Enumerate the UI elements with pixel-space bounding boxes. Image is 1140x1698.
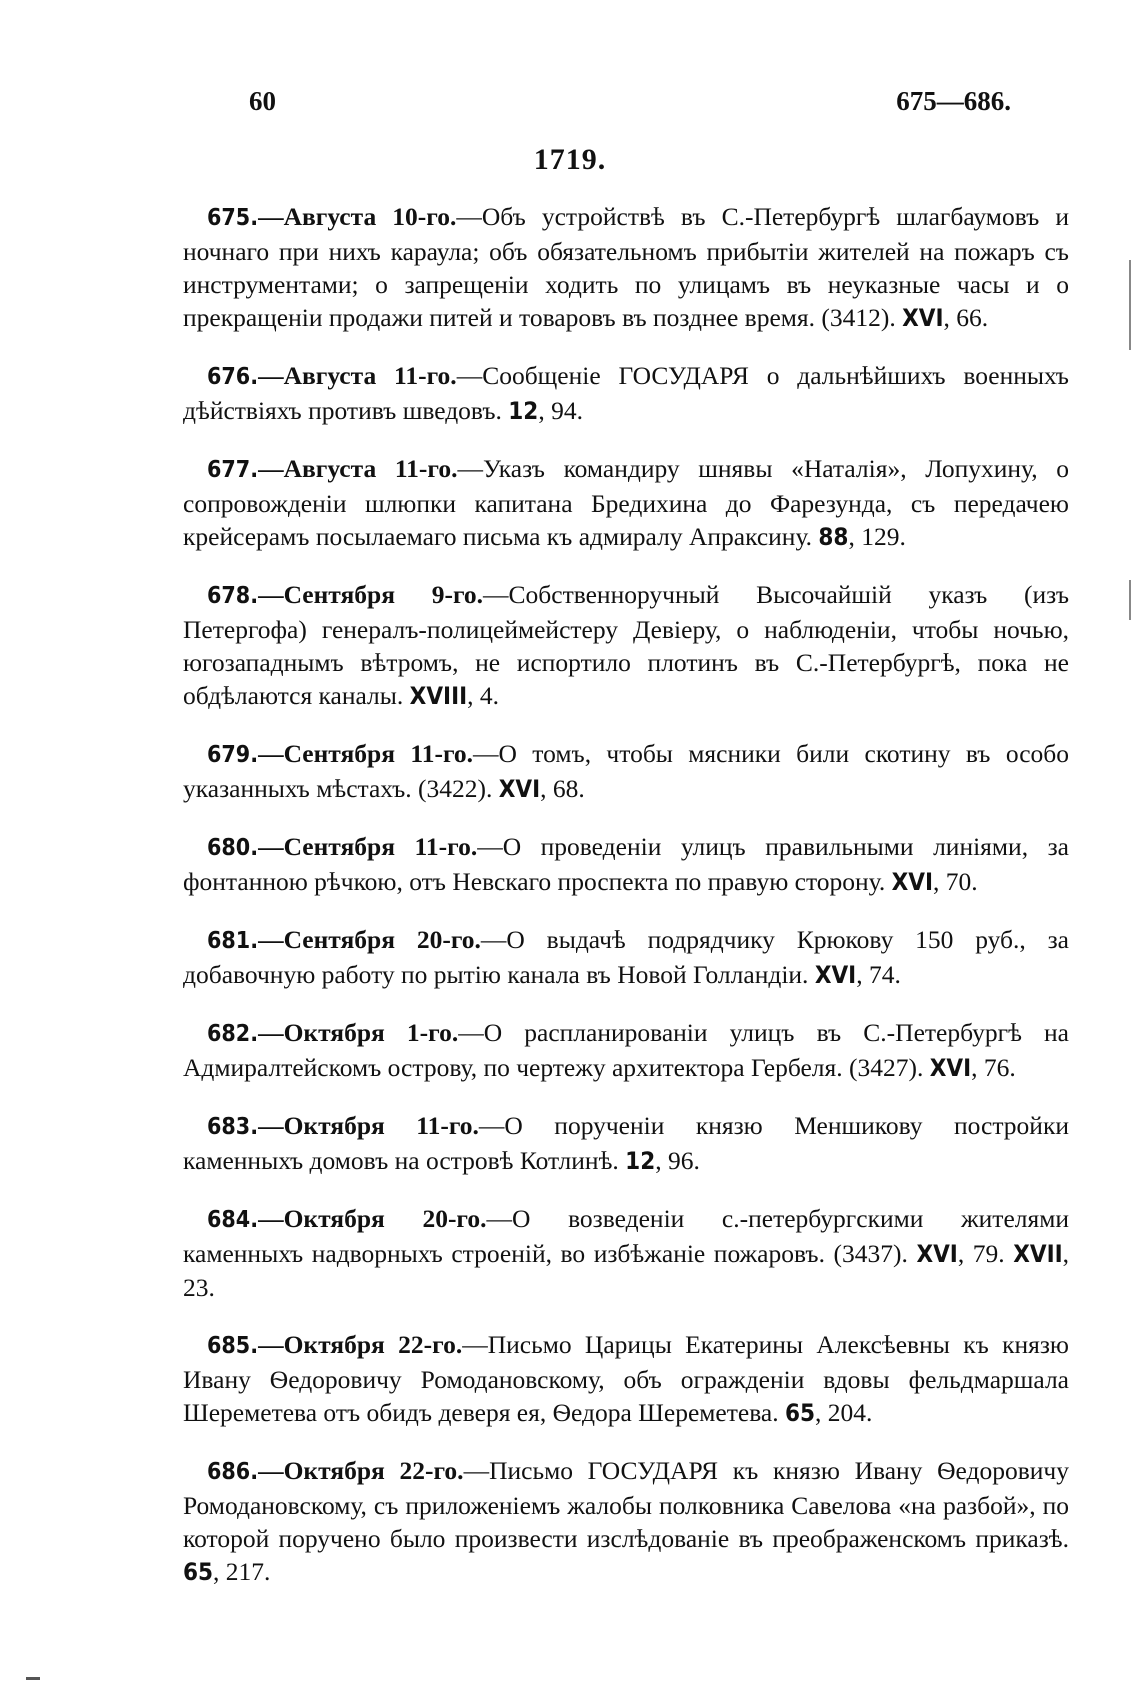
page-reference: , 204. [815,1398,873,1427]
entry-number: 684. [207,1207,259,1233]
volume-reference: 12 [508,397,539,425]
entry-677 [183,452,1069,554]
page-reference: , 96. [655,1146,700,1175]
page-reference: , 4. [467,681,499,710]
entry-683 [183,1109,1069,1178]
entry-date: —Октября 11-го. [258,1111,479,1140]
entry-text: —О распланированіи улицъ въ С.-Петербургѣ на Адмиралтейскомъ острову, по чертежу архитектора Гербеля. (3427). [183,1018,1069,1082]
volume-reference: XVI [902,304,944,332]
entry-686 [183,1454,1069,1589]
page-reference: , 68. [540,774,585,803]
volume-reference-2: XVII [1013,1240,1063,1268]
page-reference: , 79. [957,1239,1014,1268]
entry-text: —О томъ, чтобы мясники били скотину въ особо указанныхъ мѣстахъ. (3422). [183,739,1069,803]
entry-date: —Октября 1-го. [258,1018,459,1047]
entry-679 [183,737,1069,806]
entry-681 [183,923,1069,992]
entry-text: —О возведеніи с.-петербургскими жителями каменныхъ надворныхъ строеній, во избѣжаніе пожаровъ. (3437). [183,1204,1069,1268]
volume-reference: 65 [183,1558,214,1586]
entry-number: 683. [207,1114,259,1140]
entry-date: —Октября 22-го. [258,1456,464,1485]
volume-reference: 12 [625,1147,656,1175]
entry-680 [183,830,1069,899]
page-reference: , 129. [848,522,906,551]
volume-reference: XVIII [409,682,468,710]
page-reference: , 74. [856,960,901,989]
entry-number: 677. [207,457,259,483]
entry-682 [183,1016,1069,1085]
page-reference: , 70. [933,867,978,896]
entry-678 [183,578,1069,713]
entry-number: 678. [207,583,259,609]
entry-text: —Объ устройствѣ въ С.-Петербургѣ шлагбаумовъ и ночнаго при нихъ караула; объ обязательномъ прибытіи жителей на пожаръ съ инструментами; о запрещеніи ходить по улицамъ въ неуказные часы и о прекращеніи продажи питей и товаровъ въ позднее время. (3412). [183,202,1069,332]
scan-edge-line [1129,580,1131,620]
entry-text: —Собственноручный Высочайшій указъ (изъ Петергофа) генералъ-полицеймейстеру Девіеру, о наблюденіи, чтобы ночью, югозападнымъ вѣтромъ, не испортило плотинъ въ С.-Петербургѣ, пока не обдѣлаются каналы. [183,580,1069,710]
volume-reference: XVI [498,775,541,803]
entry-date: —Августа 10-го. [258,202,457,231]
entry-date: —Сентября 11-го. [258,832,478,861]
scan-edge-line [1129,260,1131,350]
volume-reference: XVI [929,1054,972,1082]
entry-676 [183,359,1069,428]
entries-list [183,200,1069,1613]
year-heading: 1719. [533,143,607,176]
volume-reference: XVI [814,961,857,989]
entry-text: —Письмо ГОСУДАРЯ къ князю Ивану Ѳедоровичу Ромодановскому, съ приложеніемъ жалобы полковника Савелова «на разбой», по которой поручено было произвести изслѣдованіе въ преображенскомъ приказѣ. [183,1456,1069,1553]
entry-text: —О выдачѣ подрядчику Крюкову 150 руб., за добавочную работу по рытію канала въ Новой Голландіи. [183,925,1069,989]
entry-date: —Августа 11-го. [258,454,458,483]
entry-date: —Октября 20-го. [258,1204,487,1233]
entry-date: —Сентября 20-го. [258,925,481,954]
volume-reference: 88 [818,523,849,551]
entry-number: 681. [207,928,259,954]
page-reference: , 94. [538,396,583,425]
volume-reference: XVI [916,1240,958,1268]
entry-number: 682. [207,1021,259,1047]
entry-685 [183,1328,1069,1430]
entry-date: —Октября 22-го. [258,1330,463,1359]
entry-675 [183,200,1069,335]
page-reference: , 217. [213,1557,271,1586]
page-reference-2: , 23. [183,1239,1069,1302]
entry-text: —Указъ командиру шнявы «Наталія», Лопухину, о сопровожденіи шлюпки капитана Бредихина до Фарезунда, съ передачею крейсерамъ посылаемаго письма къ адмиралу Апраксину. [183,454,1069,551]
entry-number: 679. [207,742,259,768]
entry-date: —Сентября 11-го. [258,739,474,768]
volume-reference: 65 [784,1399,816,1427]
entry-number: 680. [207,835,259,861]
entry-684 [183,1202,1069,1304]
scan-mark [26,1677,40,1680]
page-reference: , 76. [971,1053,1016,1082]
entry-text: —О порученіи князю Меншикову постройки каменныхъ домовъ на островѣ Котлинѣ. [183,1111,1069,1175]
page-reference: , 66. [943,303,989,332]
volume-reference: XVI [891,868,934,896]
entry-number: 675. [207,205,259,231]
entry-date: —Августа 11-го. [258,361,457,390]
page-header [249,86,1019,122]
page-number: 60 [249,86,276,116]
entry-number: 685. [207,1333,259,1359]
entry-text: —Сообщеніе ГОСУДАРЯ о дальнѣйшихъ военныхъ дѣйствіяхъ противъ шведовъ. [183,361,1069,425]
entry-date: —Сентября 9-го. [258,580,484,609]
entry-number: 676. [207,364,259,390]
entry-text: —Письмо Царицы Екатерины Алексѣевны къ князю Ивану Ѳедоровичу Ромодановскому, объ огражденіи вдовы фельдмаршала Шереметева отъ обидъ деверя ея, Ѳедора Шереметева. [183,1330,1069,1427]
entry-text: —О проведеніи улицъ правильными линіями, за фонтанною рѣчкою, отъ Невскаго проспекта по правую сторону. [183,832,1069,896]
entry-range: 675—686. [896,86,1011,116]
entry-number: 686. [207,1459,259,1485]
